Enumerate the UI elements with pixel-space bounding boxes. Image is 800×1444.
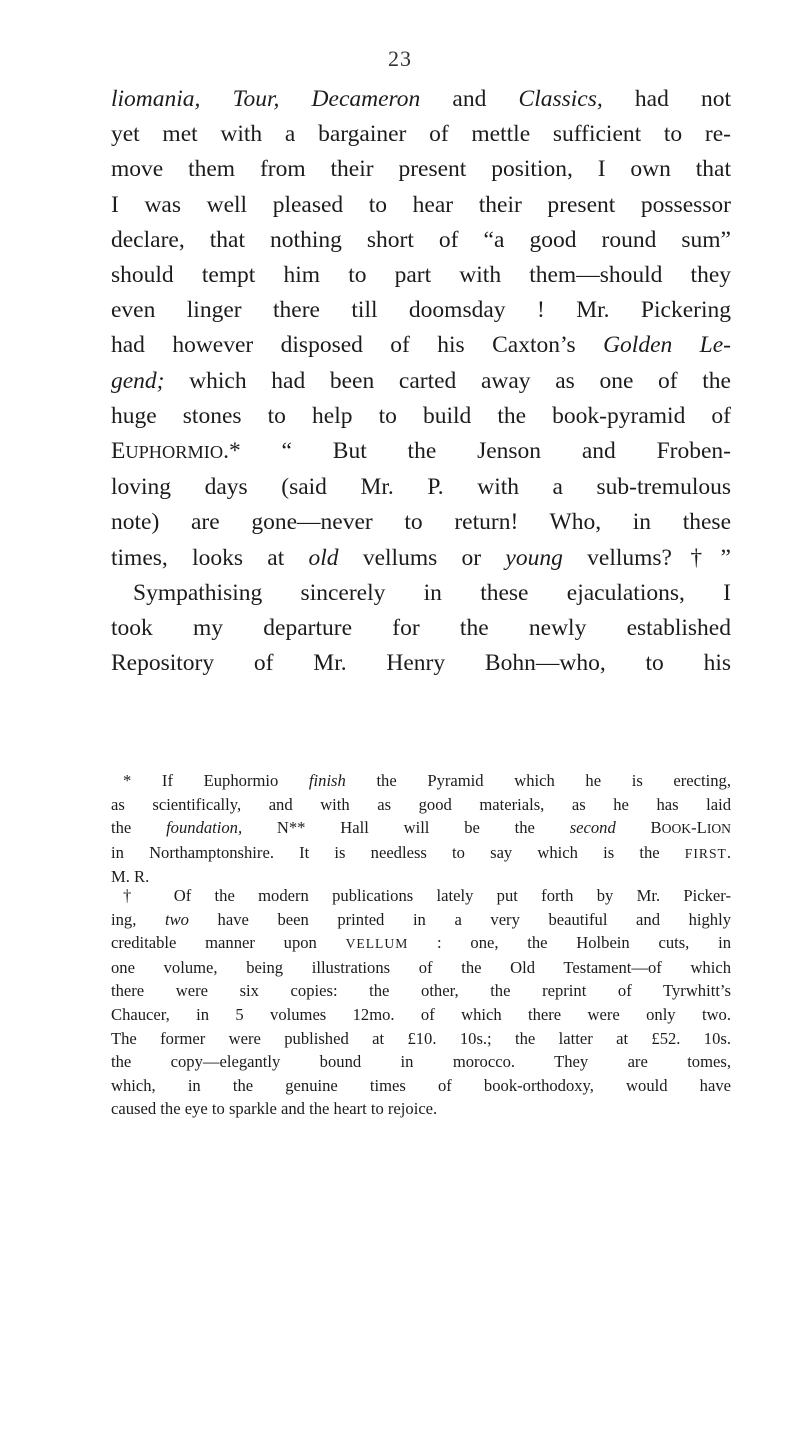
- body-line: move them from their present position, I own that: [111, 156, 731, 183]
- main-text: [111, 82, 731, 681]
- body-line: huge stones to help to build the book-pyramid of: [111, 402, 731, 429]
- footnote-vellum: [111, 884, 731, 1121]
- footnote-line: Chaucer, in 5 volumes 12mo. of which there were only two.: [111, 1004, 731, 1024]
- footnote-line: The former were published at £10. 10s.; the latter at £52. 10s.: [111, 1028, 731, 1048]
- body-line: Repository of Mr. Henry Bohn—who, to his: [111, 650, 731, 677]
- body-line: Sympathising sincerely in these ejaculations, I: [133, 579, 731, 606]
- footnote-line: ing, two have been printed in a very beautiful and highly: [111, 909, 731, 929]
- body-line: liomania, Tour, Decameron and Classics, had not: [111, 86, 731, 112]
- body-line: even linger there till doomsday ! Mr. Pickering: [111, 297, 731, 324]
- body-line: took my departure for the newly established: [111, 615, 731, 642]
- body-line: gend; which had been carted away as one of the: [111, 367, 731, 394]
- footnote-line: M. R.: [111, 867, 150, 887]
- footnote-line: the foundation, N** Hall will be the second BOOK-LION: [111, 818, 732, 838]
- footnote-line: as scientifically, and with as good materials, as he has laid: [111, 794, 731, 814]
- body-line: yet met with a bargainer of mettle sufficient to re-: [111, 121, 731, 148]
- footnote-line: there were six copies: the other, the reprint of Tyrwhitt’s: [111, 981, 731, 1001]
- page-number: 23: [388, 46, 412, 71]
- footnote-line: * If Euphormio finish the Pyramid which he is erecting,: [123, 771, 731, 790]
- body-line: I was well pleased to hear their present possessor: [111, 191, 731, 218]
- body-line: times, looks at old vellums or young vellums?†”: [111, 544, 731, 571]
- footnote-line: one volume, being illustrations of the Old Testament—of which: [111, 957, 731, 977]
- body-line: should tempt him to part with them—should they: [111, 262, 731, 289]
- body-line: declare, that nothing short of “a good round sum”: [111, 226, 731, 253]
- footnote-euphormio: [111, 769, 731, 889]
- body-line: EUPHORMIO.* “ But the Jenson and Froben-: [111, 438, 731, 465]
- body-line: loving days (said Mr. P. with a sub-tremulous: [111, 474, 731, 501]
- footnote-line: in Northamptonshire. It is needless to say which is the FIRST.: [111, 842, 731, 862]
- body-line: had however disposed of his Caxton’s Golden Le-: [111, 332, 731, 359]
- footnote-line: † Of the modern publications lately put forth by Mr. Picker-: [123, 886, 731, 905]
- footnote-line: the copy—elegantly bound in morocco. They are tomes,: [111, 1052, 731, 1072]
- footnote-line: creditable manner upon VELLUM : one, the Holbein cuts, in: [111, 933, 731, 953]
- footnote-line: caused the eye to sparkle and the heart to rejoice.: [111, 1099, 438, 1119]
- footnote-line: which, in the genuine times of book-orthodoxy, would have: [111, 1075, 731, 1095]
- body-line: note) are gone—never to return! Who, in these: [111, 509, 731, 536]
